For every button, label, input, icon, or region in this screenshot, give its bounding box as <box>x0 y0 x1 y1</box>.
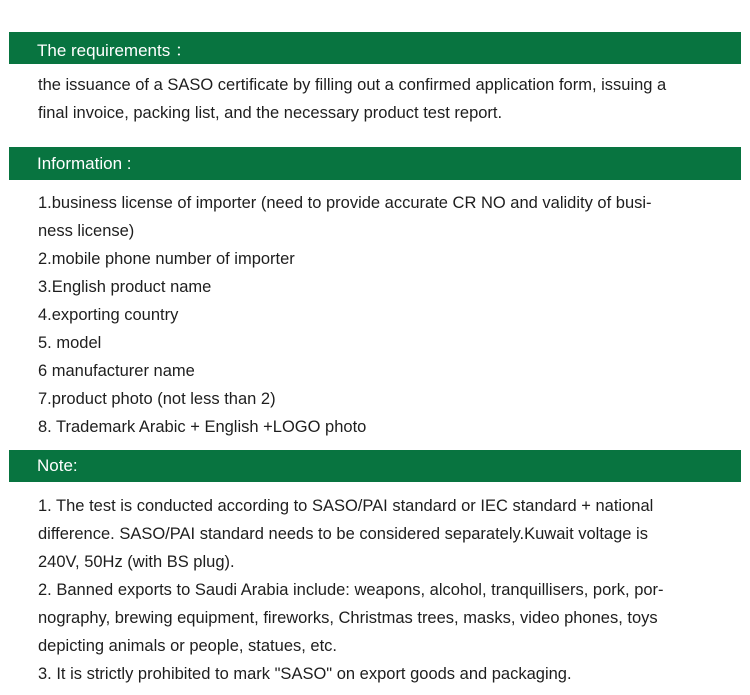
information-item: 2.mobile phone number of importer <box>38 250 295 268</box>
information-item: 4.exporting country <box>38 306 179 324</box>
requirements-line: final invoice, packing list, and the necessary product test report. <box>38 104 503 122</box>
note-line: 3. It is strictly prohibited to mark "SASO" on export goods and packaging. <box>38 665 572 683</box>
note-body <box>38 492 738 688</box>
information-item: 6 manufacturer name <box>38 362 195 380</box>
note-line: nography, brewing equipment, fireworks, Christmas trees, masks, video phones, toys <box>38 609 658 627</box>
note-line: 1. The test is conducted according to SASO/PAI standard or IEC standard + national <box>38 497 654 515</box>
information-item: 8. Trademark Arabic + English +LOGO photo <box>38 418 367 436</box>
note-header <box>9 450 741 482</box>
requirements-title: The requirements ： <box>37 40 192 60</box>
requirements-line: the issuance of a SASO certificate by filling out a confirmed application form, issuing a <box>38 76 667 94</box>
requirements-header <box>9 32 741 64</box>
information-item: 1.business license of importer (need to provide accurate CR NO and validity of busi- <box>38 194 652 212</box>
information-item: ness license) <box>38 222 135 240</box>
information-title: Information : <box>37 153 132 173</box>
note-line: 2. Banned exports to Saudi Arabia include: weapons, alcohol, tranquillisers, pork, por- <box>38 581 664 599</box>
information-item: 3.English product name <box>38 278 212 296</box>
note-line: 240V, 50Hz (with BS plug). <box>38 553 235 571</box>
note-line: depicting animals or people, statues, etc. <box>38 637 338 655</box>
information-item: 7.product photo (not less than 2) <box>38 390 276 408</box>
requirements-body <box>38 71 738 127</box>
note-title: Note: <box>37 456 78 475</box>
note-line: difference. SASO/PAI standard needs to be considered separately.Kuwait voltage is <box>38 525 648 543</box>
information-list <box>38 189 738 441</box>
information-header <box>9 147 741 180</box>
information-item: 5. model <box>38 334 102 352</box>
